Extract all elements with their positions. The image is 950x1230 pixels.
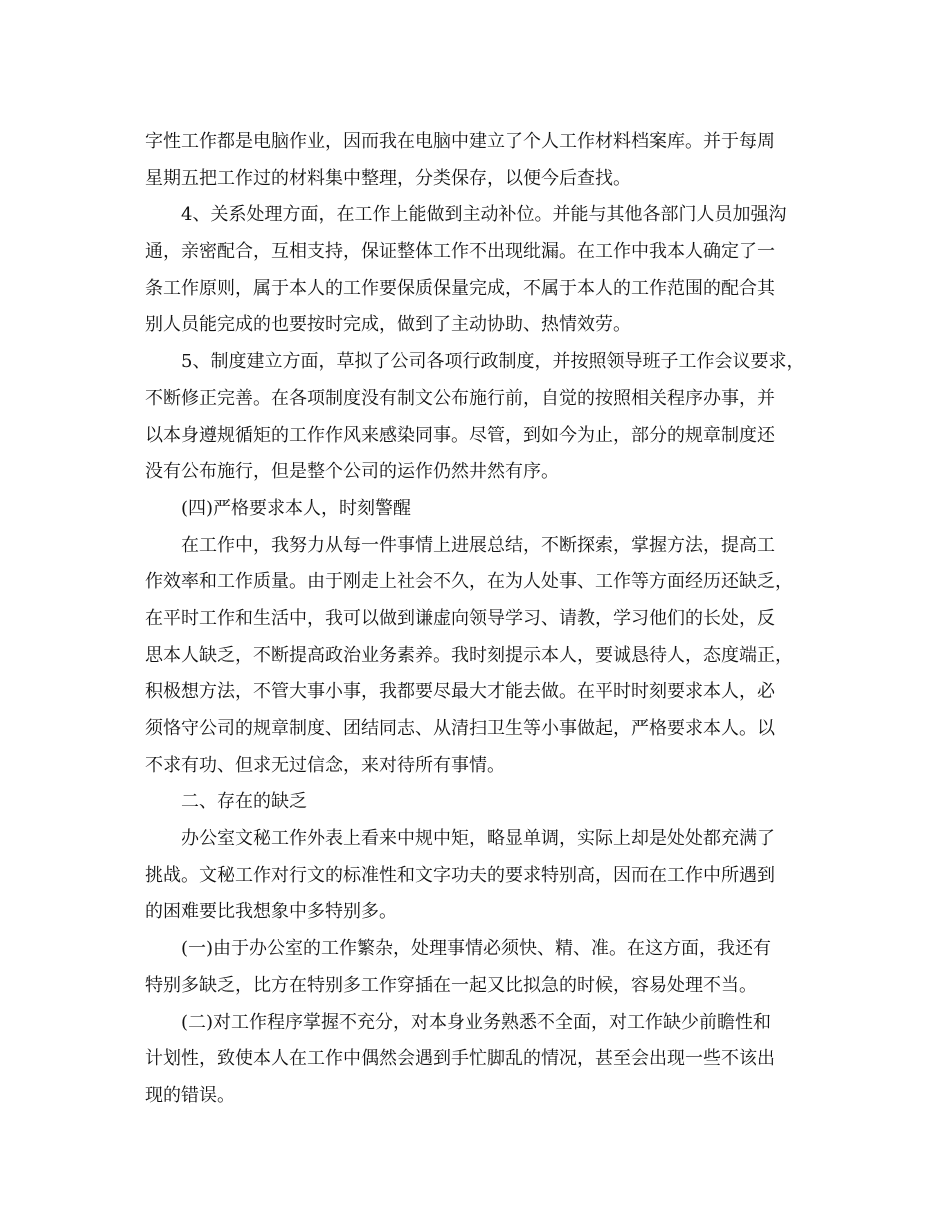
paragraph: [145, 1005, 810, 1115]
text-line: 星期五把工作过的材料集中整理，分类保存，以便今后查找。: [145, 167, 631, 189]
paragraph: [145, 124, 810, 197]
text-line: 二、存在的缺乏: [181, 791, 307, 813]
section-heading: [145, 784, 810, 821]
text-line: (二)对工作程序掌握不充分，对本身业务熟悉不全面，对工作缺少前瞻性和: [181, 1011, 772, 1033]
text-line: (一)由于办公室的工作繁杂，处理事情必须快、精、准。在这方面，我还有: [181, 938, 772, 960]
paragraph: [145, 197, 810, 344]
text-line: 没有公布施行，但是整个公司的运作仍然井然有序。: [145, 461, 559, 483]
text-line: 5、制度建立方面，草拟了公司各项行政制度，并按照领导班子工作会议要求，: [181, 351, 805, 373]
document-body: [145, 124, 810, 1115]
text-line: 思本人缺乏，不断提高政治业务素养。我时刻提示本人，要诚恳待人，态度端正，: [145, 644, 793, 666]
text-line: 积极想方法，不管大事小事，我都要尽最大才能去做。在平时时刻要求本人，必: [145, 681, 775, 703]
text-line: 字性工作都是电脑作业，因而我在电脑中建立了个人工作材料档案库。并于每周: [145, 131, 775, 152]
text-line: 4、关系处理方面，在工作上能做到主动补位。并能与其他各部门人员加强沟: [181, 204, 787, 226]
text-line: 特别多缺乏，比方在特别多工作穿插在一起又比拟急的时候，容易处理不当。: [145, 974, 757, 996]
paragraph: [145, 931, 810, 1004]
text-line: 通，亲密配合，互相支持，保证整体工作不出现纰漏。在工作中我本人确定了一: [145, 241, 775, 263]
paragraph: [145, 344, 810, 491]
paragraph: [145, 821, 810, 931]
section-heading: [145, 491, 810, 528]
text-line: 作效率和工作质量。由于刚走上社会不久，在为人处事、工作等方面经历还缺乏，: [145, 571, 793, 593]
text-line: 不求有功、但求无过信念，来对待所有事情。: [145, 754, 505, 776]
text-line: 计划性，致使本人在工作中偶然会遇到手忙脚乱的情况，甚至会出现一些不该出: [145, 1048, 775, 1070]
text-line: (四)严格要求本人，时刻警醒: [181, 497, 412, 519]
text-line: 的困难要比我想象中多特别多。: [145, 901, 397, 923]
text-line: 须恪守公司的规章制度、团结同志、从清扫卫生等小事做起，严格要求本人。以: [145, 718, 775, 739]
text-line: 以本身遵规循矩的工作作风来感染同事。尽管，到如今为止，部分的规章制度还: [145, 424, 775, 446]
text-line: 在平时工作和生活中，我可以做到谦虚向领导学习、请教，学习他们的长处，反: [145, 607, 775, 629]
text-line: 办公室文秘工作外表上看来中规中矩，略显单调，实际上却是处处都充满了: [181, 828, 775, 850]
text-line: 挑战。文秘工作对行文的标准性和文字功夫的要求特别高，因而在工作中所遇到: [145, 864, 775, 886]
paragraph: [145, 528, 810, 785]
text-line: 别人员能完成的也要按时完成，做到了主动协助、热情效劳。: [145, 314, 631, 336]
text-line: 不断修正完善。在各项制度没有制文公布施行前，自觉的按照相关程序办事，并: [145, 387, 775, 409]
text-line: 在工作中，我努力从每一件事情上进展总结，不断探索，掌握方法，提高工: [181, 534, 775, 556]
text-line: 现的错误。: [145, 1084, 235, 1106]
text-line: 条工作原则，属于本人的工作要保质保量完成，不属于本人的工作范围的配合其: [145, 277, 775, 299]
